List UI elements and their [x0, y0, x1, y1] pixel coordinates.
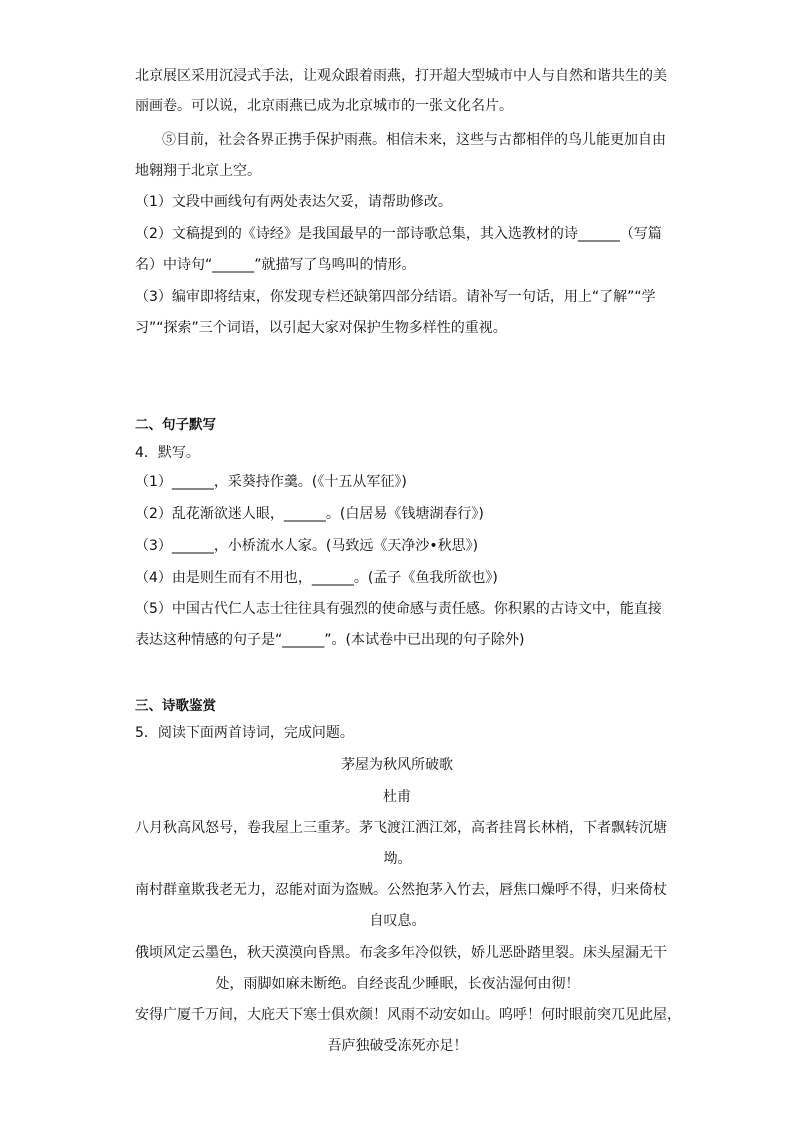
dictation-item-3: （3）______，小桥流水人家。(马致远《天净沙•秋思》) — [135, 538, 479, 554]
dictation-item-5: （5）中国古代仁人志士往往具有强烈的使命感与责任感。你积累的古诗文中，能直接 — [135, 601, 662, 617]
poem-title: 茅屋为秋风所破歌 — [341, 757, 453, 773]
poem-line: 俄顷风定云墨色，秋天漠漠向昏黑。布衾多年冷似铁，娇儿恶卧踏里裂。床头屋漏无干 — [135, 945, 667, 961]
dictation-item-2: （2）乱花渐欲迷人眼，______。(白居易《钱塘湖春行》) — [135, 506, 484, 522]
question-5-stem: 5．阅读下面两首诗词，完成问题。 — [135, 725, 354, 741]
passage-line: 丽画卷。可以说，北京雨燕已成为北京城市的一张文化名片。 — [135, 98, 513, 114]
poem-line: 吾庐独破受冻死亦足！ — [327, 1038, 468, 1054]
poem-line: 自叹息。 — [369, 913, 426, 929]
poem-line: 坳。 — [383, 851, 412, 867]
dictation-item-4: （4）由是则生而有不用也，______。(孟子《鱼我所欲也》) — [135, 570, 498, 586]
section-heading-3: 三、诗歌鉴赏 — [135, 698, 216, 714]
poem-line: 安得广厦千万间，大庇天下寒士俱欢颜！风雨不动安如山。呜呼！何时眼前突兀见此屋， — [135, 1007, 681, 1023]
passage-line: 北京展区采用沉浸式手法，让观众跟着雨燕，打开超大型城市中人与自然和谐共生的美 — [135, 68, 667, 84]
question-4-stem: 4．默写。 — [135, 445, 200, 461]
passage-line: 地翱翔于北京上空。 — [135, 163, 261, 179]
question-3-2: （2）文稿提到的《诗经》是我国最早的一部诗歌总集，其入选教材的诗______（写篇 — [135, 226, 662, 242]
poem-line: 八月秋高风怒号，卷我屋上三重茅。茅飞渡江洒江郊，高者挂罥长林梢，下者飘转沉塘 — [135, 820, 667, 836]
poem-line: 处，雨脚如麻未断绝。自经丧乱少睡眠，长夜沾湿何由彻！ — [215, 976, 580, 992]
section-heading-2: 二、句子默写 — [135, 417, 216, 433]
poem-author: 杜甫 — [383, 789, 411, 805]
question-3-3-cont: 习”“探索”三个词语，以引起大家对保护生物多样性的重视。 — [135, 320, 507, 336]
poem-line: 南村群童欺我老无力，忍能对面为盗贼。公然抱茅入竹去，唇焦口燥呼不得，归来倚杖 — [135, 882, 667, 898]
question-3-3: （3）编审即将结束，你发现专栏还缺第四部分结语。请补写一句话，用上“了解”“学 — [135, 289, 656, 305]
passage-paragraph-5: ⑤目前，社会各界正携手保护雨燕。相信未来，这些与古都相伴的鸟儿能更加自由 — [162, 132, 666, 148]
dictation-item-1: （1）______，采葵持作羹。(《十五从军征》) — [135, 474, 407, 490]
question-3-2-cont: 名）中诗句“______”就描写了鸟鸣叫的情形。 — [135, 257, 416, 273]
question-3-1: （1）文段中画线句有两处表达欠妥，请帮助修改。 — [135, 194, 452, 210]
dictation-item-5-cont: 表达这种情感的句子是“______”。(本试卷中已出现的句子除外) — [135, 632, 525, 648]
